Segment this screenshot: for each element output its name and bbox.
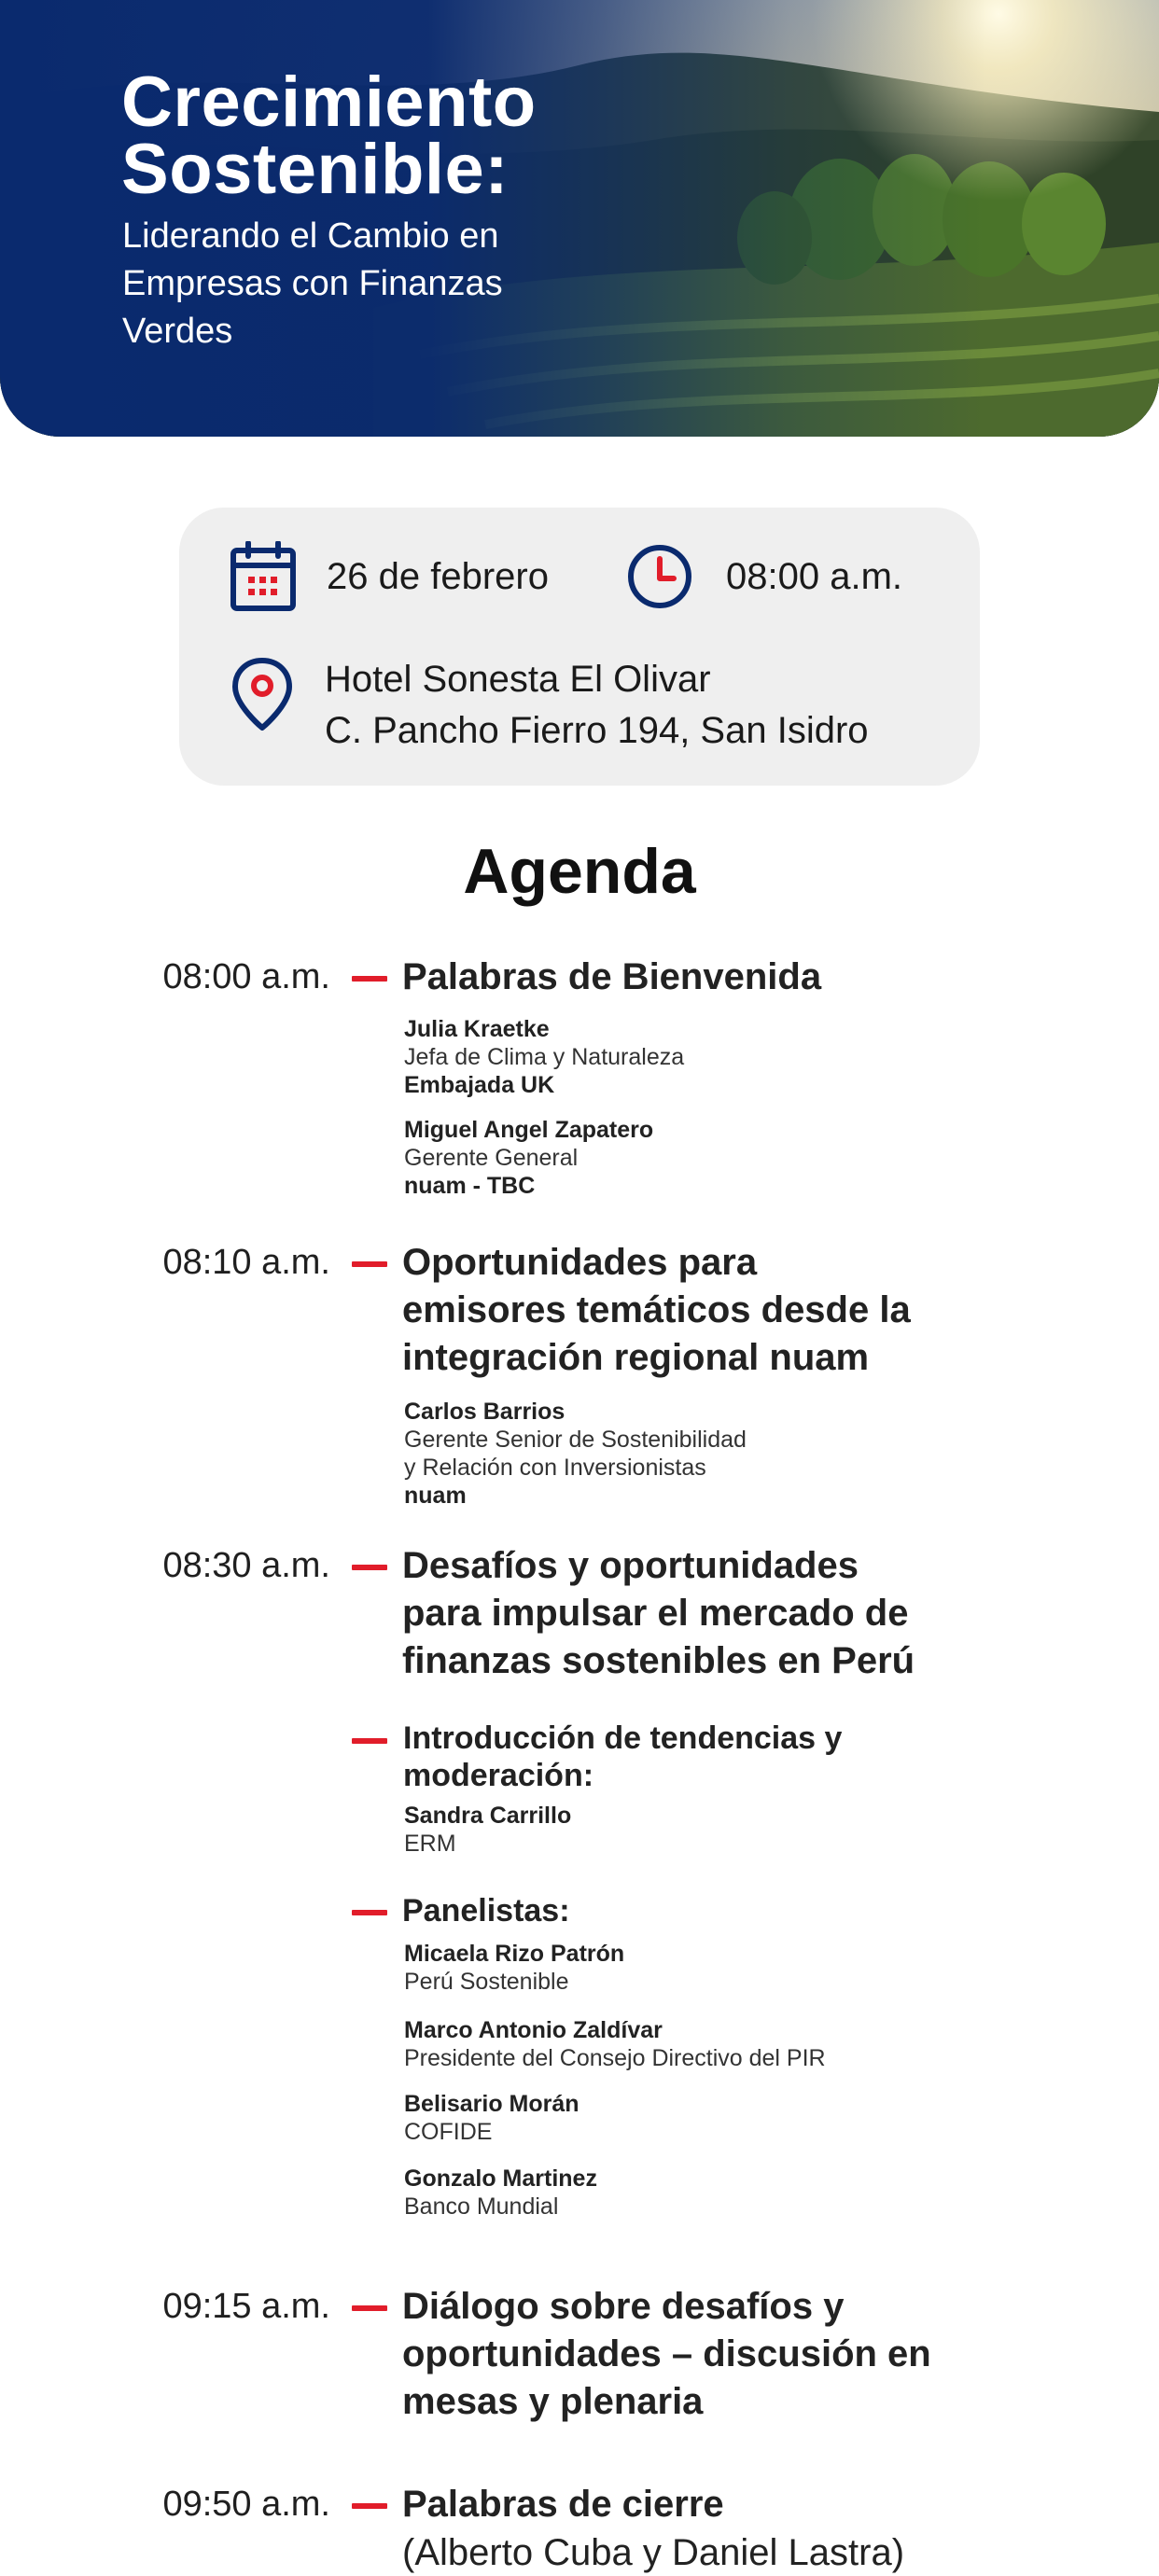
speaker-name: Miguel Angel Zapatero [404,1117,654,1143]
agenda-item-title-line: integración regional nuam [402,1337,870,1378]
agenda-item-title-line: emisores temáticos desde la [402,1289,911,1330]
agenda-item-title-line: para impulsar el mercado de [402,1593,909,1634]
speaker [404,1015,1076,1099]
hero-subtitle [122,213,607,355]
speaker-role: y Relación con Inversionistas [404,1455,706,1481]
agenda-time: 09:50 a.m. [162,2485,330,2524]
event-time: 08:00 a.m. [726,556,903,597]
agenda-subheading-line: moderación: [403,1758,594,1793]
agenda-time: 08:30 a.m. [162,1546,330,1585]
hero-title-line: Sostenible: [121,130,510,209]
hero-title [121,63,537,209]
calendar-icon [230,541,297,612]
speaker-org: Banco Mundial [404,2193,559,2220]
hero-subtitle-line: Empresas con Finanzas [122,264,503,303]
speaker-name: Marco Antonio Zaldívar [404,2017,663,2043]
event-date: 26 de febrero [327,556,549,597]
agenda-subheading [402,1892,570,1929]
speaker-org: ERM [404,1831,456,1857]
agenda-item-title-line: Diálogo sobre desafíos y [402,2286,845,2327]
speaker-name: Belisario Morán [404,2091,580,2117]
event-venue: Hotel Sonesta El Olivar [325,659,711,700]
speaker-name: Sandra Carrillo [404,1803,572,1829]
speaker-org: nuam - TBC [404,1173,536,1199]
agenda-item-title [402,2283,931,2426]
agenda-dash [352,1261,387,1267]
hero-title-line: Crecimiento [121,63,537,142]
clock-icon [626,543,693,610]
agenda-item-title-line: Oportunidades para [402,1242,758,1283]
agenda-dash [352,2503,387,2509]
speaker [404,1116,1076,1200]
hero-subtitle-line: Verdes [122,312,233,351]
agenda-time: 08:00 a.m. [162,957,330,996]
speaker-org: Embajada UK [404,1072,555,1098]
agenda-item-title-line: Desafíos y oportunidades [402,1545,859,1586]
speaker [404,2016,1076,2072]
speaker [404,2165,1076,2221]
event-info-card [179,508,980,786]
location-pin-icon [231,657,293,733]
speaker-role: Gerente General [404,1145,579,1171]
speaker-name: Julia Kraetke [404,1016,550,1042]
agenda-dash [352,1738,387,1744]
speaker-org: COFIDE [404,2119,493,2145]
hero-banner [0,0,1159,437]
agenda-time: 08:10 a.m. [162,1243,330,1282]
agenda-subheading-line: Introducción de tendencias y [403,1720,843,1756]
agenda-item-title [402,2481,724,2528]
agenda-item-title [402,1542,915,1685]
agenda-subheading-line: Panelistas: [402,1893,570,1929]
agenda-item-title-line: mesas y plenaria [402,2381,704,2422]
hero-subtitle-line: Liderando el Cambio en [122,216,499,256]
speaker-org: nuam [404,1483,467,1509]
speaker [404,2090,1076,2146]
agenda-dash [352,976,387,982]
agenda-dash [352,1910,387,1915]
agenda-item-title [402,1239,911,1382]
agenda-item-title-line: finanzas sostenibles en Perú [402,1640,915,1681]
speaker-name: Micaela Rizo Patrón [404,1941,625,1967]
agenda-dash [352,2305,387,2311]
agenda-item-title [402,954,821,1001]
agenda-title: Agenda [463,836,696,907]
agenda-dash [352,1565,387,1570]
closing-speakers: (Alberto Cuba y Daniel Lastra) [402,2532,905,2573]
speaker-org: Presidente del Consejo Directivo del PIR [404,2045,826,2071]
speaker [404,1398,1076,1510]
agenda-subheading [403,1720,842,1794]
speaker-name: Carlos Barrios [404,1399,566,1425]
speaker [404,1940,1076,1996]
agenda-time: 09:15 a.m. [162,2287,330,2326]
event-address: C. Pancho Fierro 194, San Isidro [325,710,869,751]
agenda-item-title-line: Palabras de Bienvenida [402,956,822,997]
speaker [404,1802,1076,1858]
agenda-item-title-line: oportunidades – discusión en [402,2333,931,2374]
speaker-role: Jefa de Clima y Naturaleza [404,1044,685,1070]
agenda-item-title-line: Palabras de cierre [402,2484,724,2525]
speaker-org: Perú Sostenible [404,1969,569,1995]
speaker-role: Gerente Senior de Sostenibilidad [404,1427,747,1453]
speaker-name: Gonzalo Martinez [404,2165,597,2192]
